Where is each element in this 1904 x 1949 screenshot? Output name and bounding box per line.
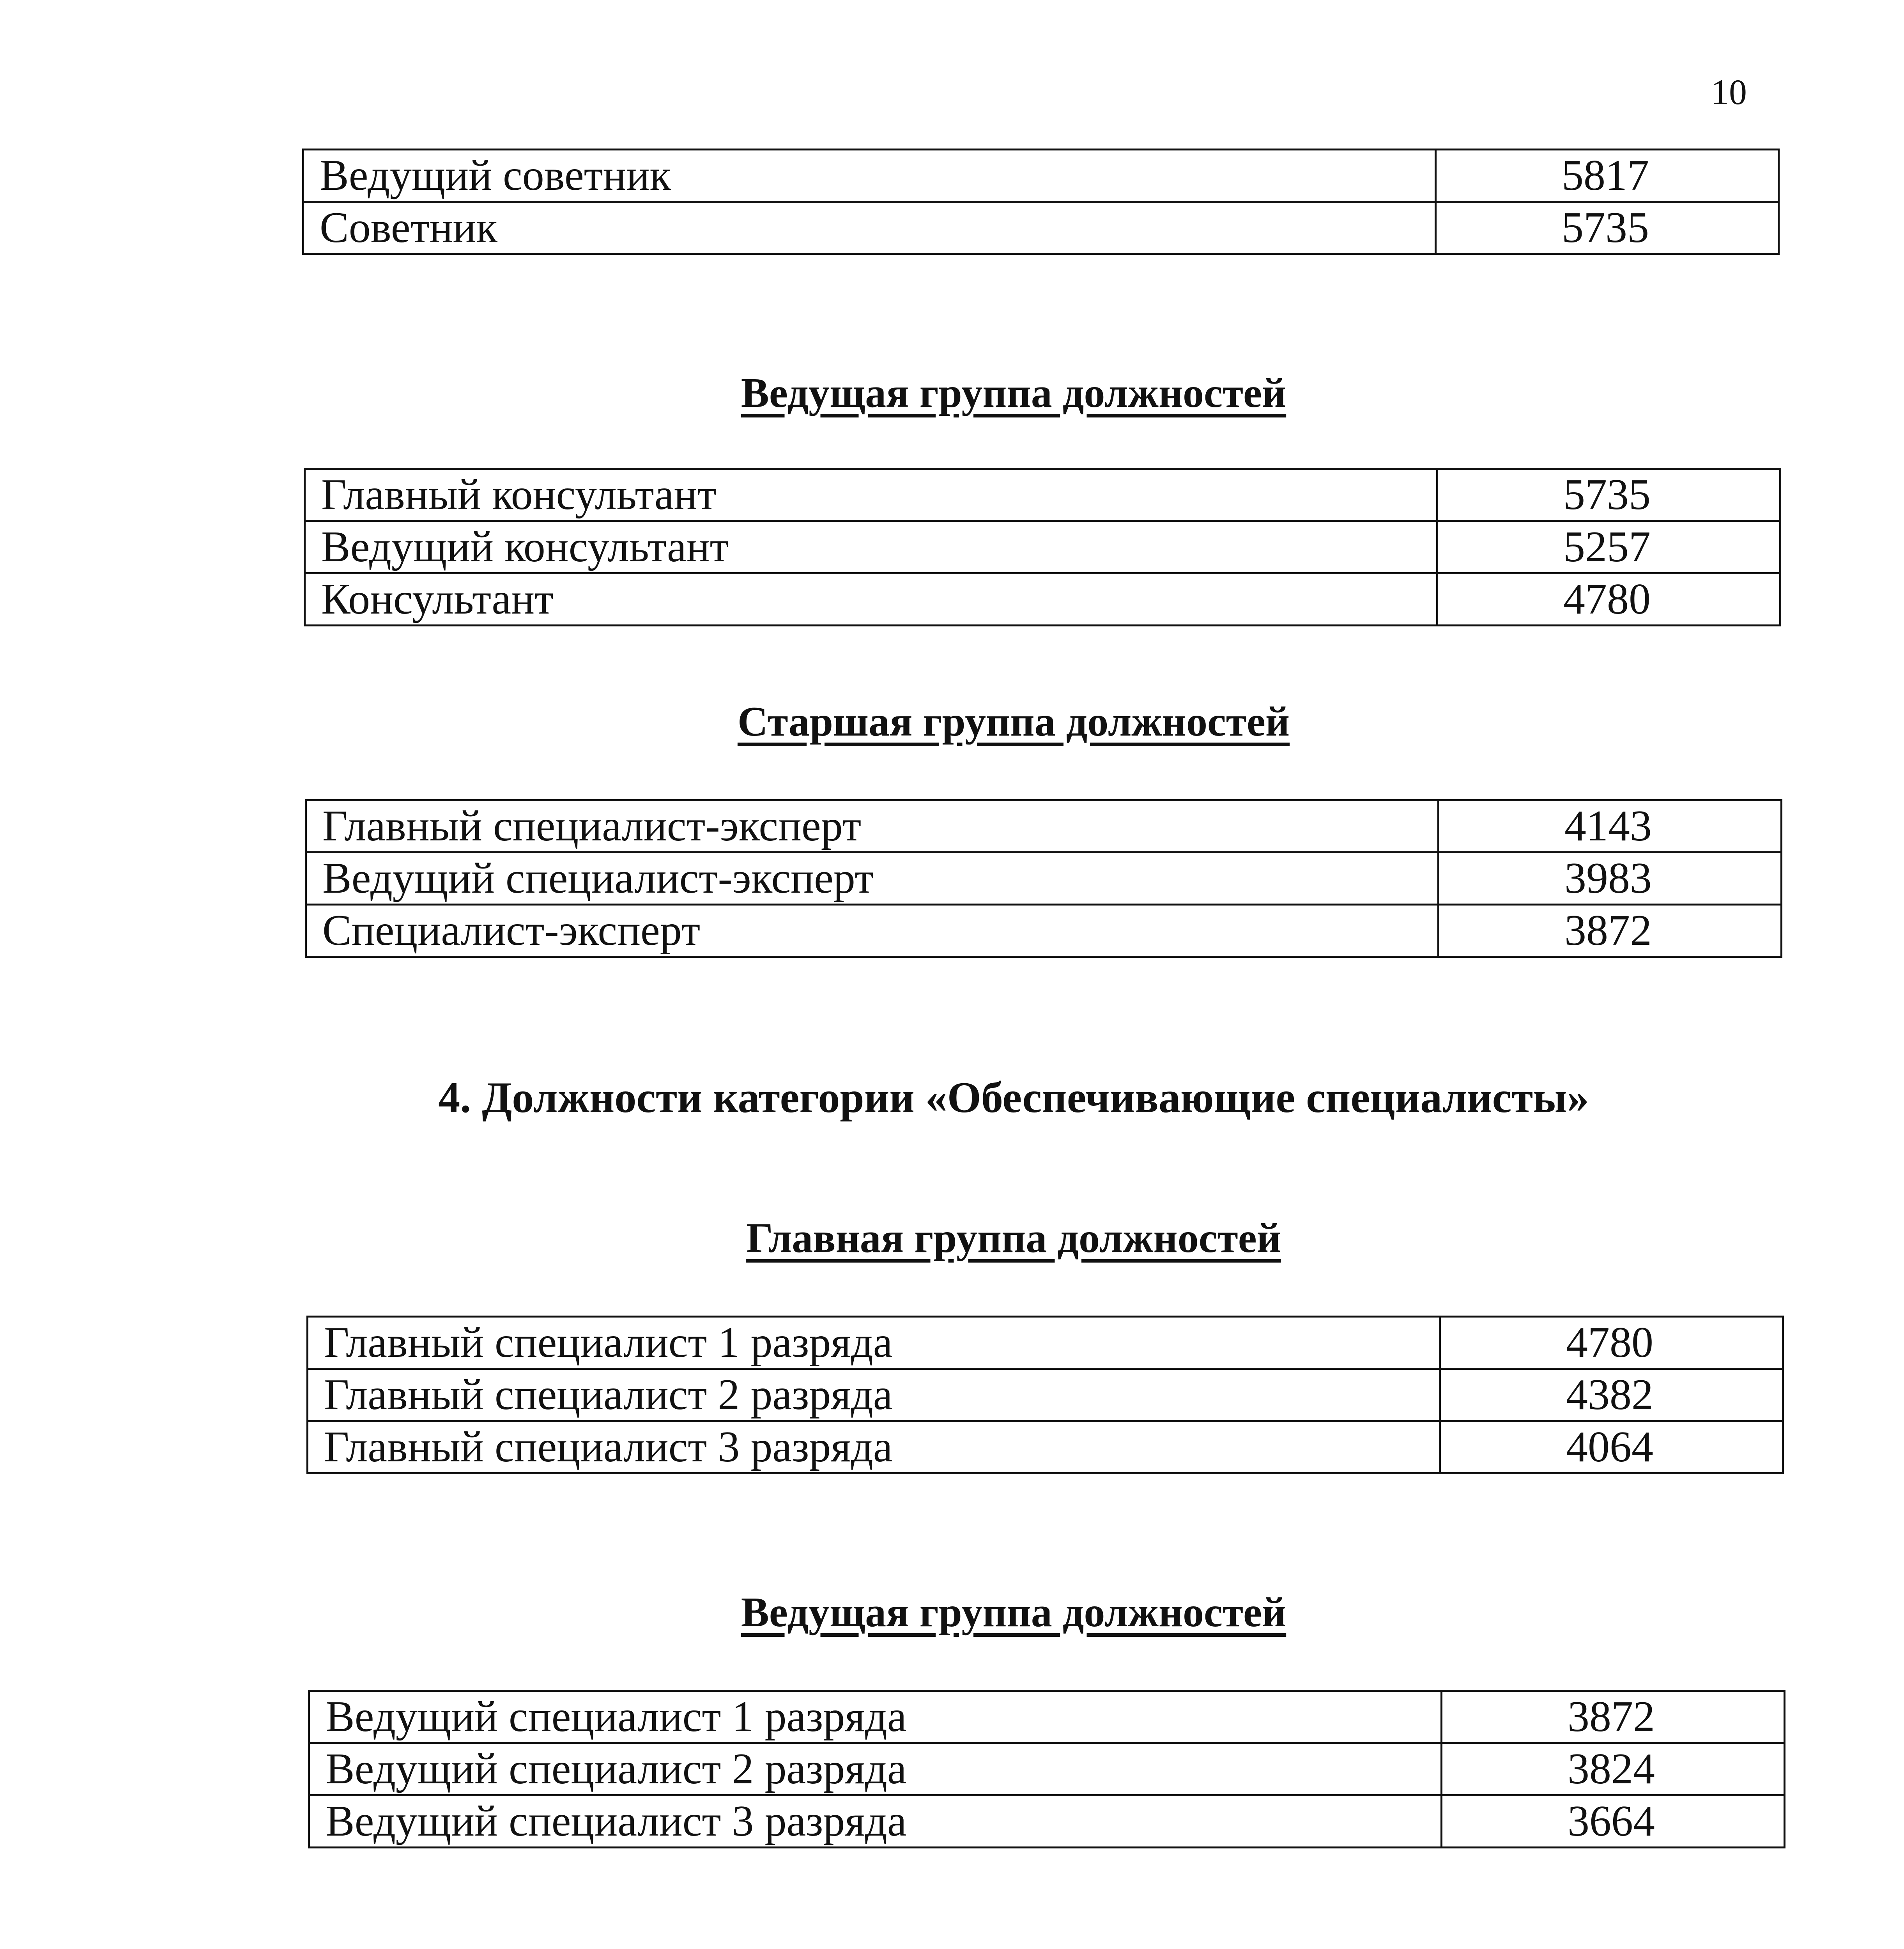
section-heading-main: Главная группа должностей [746,1215,1281,1261]
section-heading-senior: Старшая группа должностей [737,699,1290,745]
salary-table-advisors [302,149,1780,255]
table-row [309,1795,1785,1848]
position-title: Главный консультант [305,469,1437,521]
position-title: Ведущий специалист 3 разряда [309,1795,1442,1848]
salary-value: 4382 [1440,1369,1783,1421]
table-row [303,150,1779,202]
table-row [308,1369,1783,1421]
salary-value: 3872 [1442,1691,1785,1743]
table-row [305,521,1780,573]
salary-value: 5735 [1437,469,1780,521]
section-heading-leading: Ведущая группа должностей [741,370,1286,416]
position-title: Главный специалист 3 разряда [308,1421,1440,1473]
salary-value: 5735 [1436,202,1779,254]
position-title: Ведущий консультант [305,521,1437,573]
position-title: Ведущий специалист-эксперт [306,852,1439,905]
table-row [308,1317,1783,1369]
position-title: Главный специалист 2 разряда [308,1369,1440,1421]
position-title: Ведущий советник [303,150,1436,202]
salary-value: 3872 [1439,905,1782,957]
salary-value: 4064 [1440,1421,1783,1473]
position-title: Главный специалист-эксперт [306,800,1439,852]
table-row [308,1421,1783,1473]
salary-value: 5817 [1436,150,1779,202]
salary-value: 4780 [1437,573,1780,626]
position-title: Советник [303,202,1436,254]
table-row [309,1743,1785,1795]
salary-value: 4143 [1439,800,1782,852]
salary-value: 3824 [1442,1743,1785,1795]
salary-table-consultants [304,468,1781,626]
salary-value: 3664 [1442,1795,1785,1848]
category-title: 4. Должности категории «Обеспечивающие специалисты» [438,1074,1589,1122]
table-row [303,202,1779,254]
position-title: Ведущий специалист 2 разряда [309,1743,1442,1795]
section-heading-leading-specialists: Ведущая группа должностей [741,1589,1286,1636]
table-row [305,573,1780,626]
salary-table-experts [305,799,1782,958]
salary-value: 5257 [1437,521,1780,573]
salary-value: 4780 [1440,1317,1783,1369]
page-number: 10 [1711,72,1747,112]
position-title: Ведущий специалист 1 разряда [309,1691,1442,1743]
salary-table-leading-specialists [308,1690,1785,1848]
salary-table-main-specialists [306,1316,1784,1474]
salary-value: 3983 [1439,852,1782,905]
position-title: Консультант [305,573,1437,626]
table-row [309,1691,1785,1743]
position-title: Специалист-эксперт [306,905,1439,957]
table-row [306,800,1782,852]
position-title: Главный специалист 1 разряда [308,1317,1440,1369]
table-row [305,469,1780,521]
table-row [306,905,1782,957]
table-row [306,852,1782,905]
